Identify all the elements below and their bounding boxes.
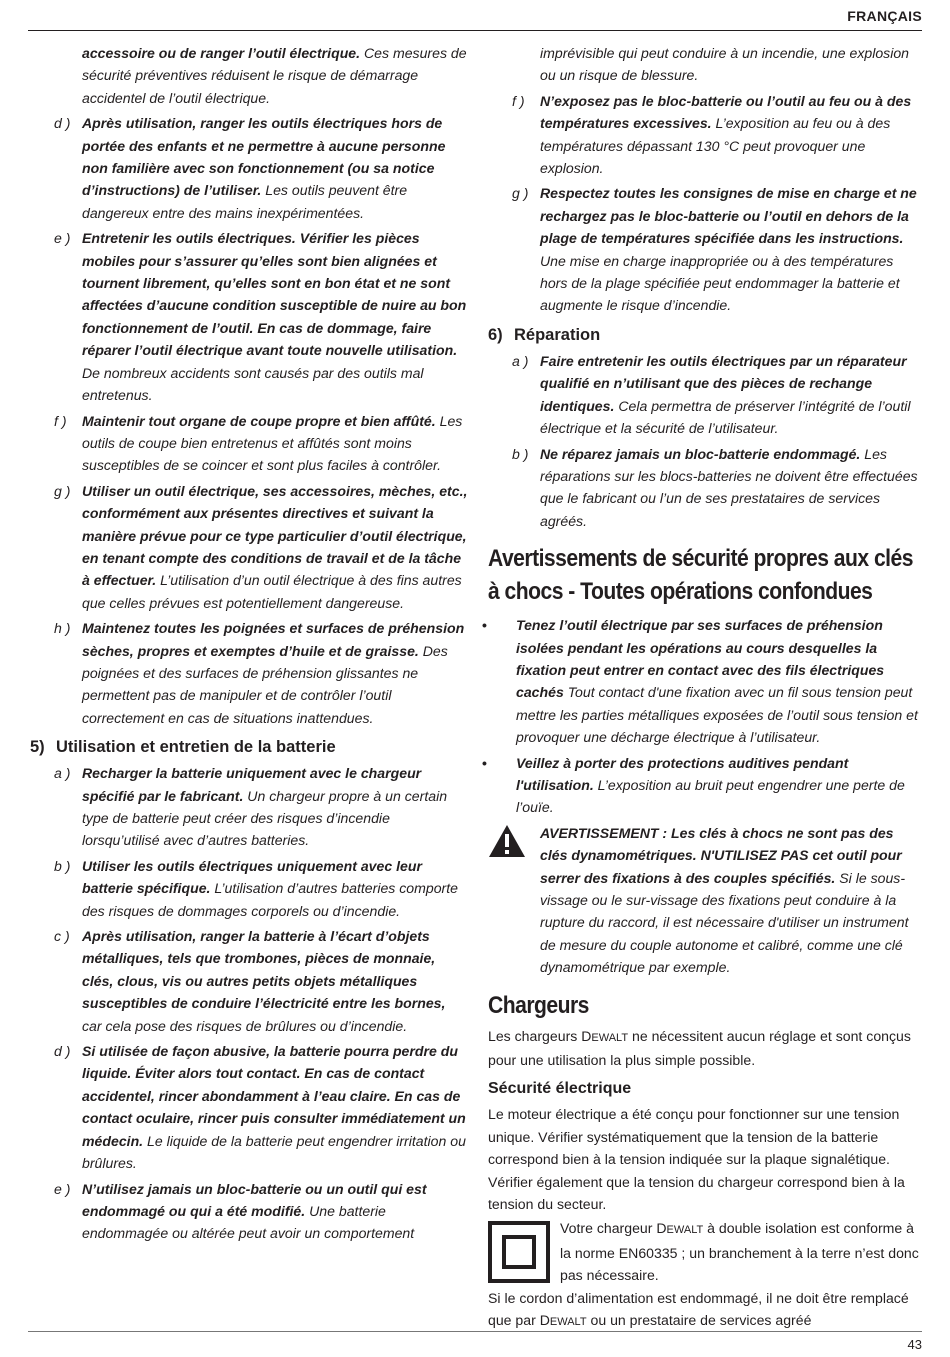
bullet-item: • Tenez l’outil électrique par ses surfaces de préhension isolées pendant les opérations au cours desquelles la fixation peut entrer en contact avec des fils électriques cachés Tout contact d'une fixation avec un fil sous tension peut mettre les parties métalliques exposées de l’outil sous tension et provoquer une décharge électrique à l’utilisateur.	[482, 617, 918, 746]
electrical-safety-paragraph: Le moteur électrique a été conçu pour fonctionner sur une tension unique. Vérifier systématiquement que la tension de la batterie correspond bien à la tension indiquée sur la plaque signalétique. Vérifier également que la tension du chargeur correspond bien à la tension du secteur.	[488, 1106, 905, 1213]
list-item: e ) N’utilisez jamais un bloc-batterie ou un outil qui est endommagé ou qui a été modifié. Une batterie endommagée ou altérée peut avoir un comportement	[54, 1180, 427, 1242]
electrical-safety-heading: Sécurité électrique	[488, 1080, 632, 1098]
list-item: b ) Utiliser les outils électriques uniquement avec leur batterie spécifique. L’utilisation d’autres batteries comporte des risques de dommages corporels ou d’incendie.	[54, 857, 459, 919]
header-language: FRANÇAIS	[847, 8, 922, 24]
page-number: 43	[907, 1337, 922, 1352]
footer-rule	[28, 1331, 922, 1332]
list-item: f ) N’exposez pas le bloc-batterie ou l’outil au feu ou à des températures excessives. L’exposition au feu ou à des températures dépassant 130 °C peut provoquer une explosion.	[512, 92, 912, 177]
section-heading-battery: 5) Utilisation et entretien de la batterie	[30, 738, 336, 757]
warning-triangle-icon	[488, 824, 526, 858]
list-item: f ) Maintenir tout organe de coupe propre et bien affûté. Les outils de coupe bien entretenus et affûtés sont moins susceptibles de se coincer et sont plus faciles à contrôler.	[54, 412, 463, 474]
right-column	[482, 42, 922, 1336]
list-item: h ) Maintenez toutes les poignées et surfaces de préhension sèches, propres et exemptes d’huile et de graisse. Des poignées et des surfaces de préhension glissantes ne permettent pas de manipuler et de contrôler l’outil correctement en cas de situations inattendues.	[54, 620, 465, 726]
list-item: a ) Faire entretenir les outils électriques par un réparateur qualifié en n’utilisant que des pièces de rechange identiques. Cela permettra de préserver l’intégrité de l’outil électrique et la sécurité de l’utilisateur.	[512, 352, 911, 437]
list-item: c ) Après utilisation, ranger la batterie à l’écart d’objets métalliques, tels que trombones, pièces de monnaie, clés, clous, vis ou autres petits objets métalliques susceptibles de conduire l’électricité entre les bornes, car cela pose des risques de brûlures ou d’incendie.	[54, 928, 446, 1034]
double-insulation-icon	[488, 1221, 550, 1283]
list-item: g ) Respectez toutes les consignes de mise en charge et ne rechargez pas le bloc-batterie ou l’outil en dehors de la plage de températures spécifiée dans les instructions. Une mise en charge inappropriée ou à des températures hors de la plage spécifiée peut endommager la batterie et augmente le risque d’incendie.	[512, 185, 917, 314]
list-item: d ) Si utilisée de façon abusive, la batterie pourra perdre du liquide. Éviter alors tout contact. En cas de contact accidentel, rincer abondamment à l’eau claire. En cas de contact oculaire, rincer puis consulter immédiatement un médecin. Le liquide de la batterie peut engendrer irritation ou brûlures.	[54, 1043, 466, 1172]
list-item: d ) Après utilisation, ranger les outils électriques hors de portée des enfants et ne permettre à aucune personne non familière avec son fonctionnement (ou sa notice d’instructions) de l’utiliser. Les outils peuvent être dangereux entre des mains inexpérimentées.	[54, 115, 446, 221]
continuation-paragraph: imprévisible qui peut conduire à un incendie, une explosion ou un risque de blessure.	[540, 45, 910, 84]
header-rule	[28, 30, 922, 31]
list-item: a ) Recharger la batterie uniquement avec le chargeur spécifié par le fabricant. Un chargeur propre à un certain type de batterie peut créer des risques d’incendie lorsqu’utilisé avec d’autres batteries.	[54, 765, 448, 849]
impact-wrench-heading: Avertissements de sécurité propres aux clés à chocs - Toutes opérations confondues	[488, 545, 913, 606]
left-column	[30, 42, 468, 1248]
cord-paragraph: Si le cordon d’alimentation est endommagé, il ne doit être remplacé que par DEWALT ou un prestataire de services agréé	[488, 1289, 909, 1329]
list-item: g ) Utiliser un outil électrique, ses accessoires, mèches, etc., conformément aux présentes directives et suivant la manière prévue pour ce type particulier d’outil électrique, en tenant compte des conditions de travail et de la tâche à effectuer. L’utilisation d’un outil électrique à des fins autres que celles prévues est potentiellement dangereuse.	[54, 482, 468, 611]
double-insulation-paragraph: Votre chargeur DEWALT à double isolation est conforme à la norme EN60335 ; un branchement à la terre n’est donc pas nécessaire.	[488, 1217, 922, 1286]
list-item: e ) Entretenir les outils électriques. Vérifier les pièces mobiles pour s’assurer qu’elles sont bien alignées et tournent librement, qu’elles sont en bon état et ne sont affectées d’aucune condition susceptible de nuire au bon fonctionnement de l’outil. En cas de dommage, faire réparer l’outil électrique avant toute nouvelle utilisation. De nombreux accidents sont causés par des outils mal entretenus.	[54, 230, 467, 404]
bullet-item: • Veillez à porter des protections auditives pendant l'utilisation. L’exposition au bruit peut engendrer une perte de l’ouïe.	[482, 754, 905, 816]
warning-block: AVERTISSEMENT : Les clés à chocs ne sont pas des clés dynamométriques. N'UTILISEZ PAS cet outil pour serrer des fixations à des couples spécifiés. Si le sous-vissage ou le sur-vissage des fixations peut conduire à la rupture du raccord, il est nécessaire d'utiliser un instrument de mesure du couple autonome et calibré, comme une clé dynamométrique par exemple.	[488, 822, 922, 979]
intro-paragraph: accessoire ou de ranger l’outil électrique. Ces mesures de sécurité préventives réduisent le risque de démarrage accidentel de l’outil électrique.	[82, 45, 467, 106]
list-item: b ) Ne réparez jamais un bloc-batterie endommagé. Les réparations sur les blocs-batteries ne doivent être effectuées que le fabricant ou l’un de ses prestataires de services agréés.	[512, 445, 918, 529]
chargers-heading: Chargeurs	[488, 991, 589, 1019]
chargers-paragraph: Les chargeurs DEWALT ne nécessitent aucun réglage et sont conçus pour une utilisation la plus simple possible.	[488, 1027, 911, 1069]
section-heading-repair: 6) Réparation	[488, 325, 601, 344]
